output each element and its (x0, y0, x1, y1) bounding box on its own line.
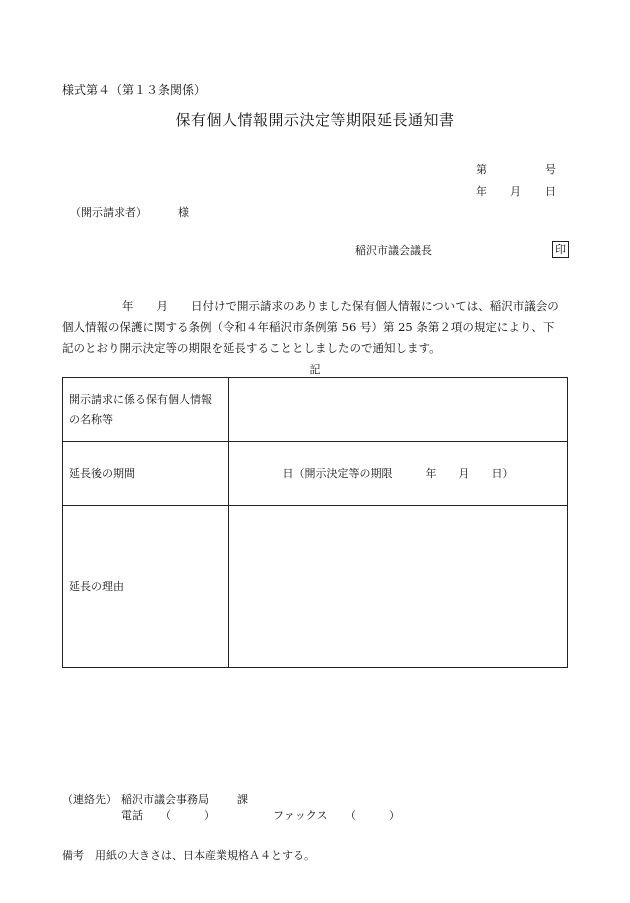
detail-table (62, 377, 568, 668)
extended-period-value: 日（開示決定等の期限 年 月 日） (229, 442, 568, 506)
body-line-1: 年 月 日付けで開示請求のありました保有個人情報については、稲沢市議会の (122, 299, 559, 313)
body-line-3: 記のとおり開示決定等の期限を延長することとしましたので通知します。 (62, 341, 441, 355)
target-info-label-line1: 開示請求に係る保有個人情報 (69, 392, 212, 406)
table-row (63, 378, 568, 442)
doc-number-dai: 第 (476, 163, 487, 176)
phone-label: 電話 (121, 809, 143, 822)
contact-label: （連絡先） (62, 793, 117, 806)
seal-mark: 印 (552, 241, 569, 258)
document-title: 保有個人情報開示決定等期限延長通知書 (175, 111, 455, 129)
phone-value: （ ） (160, 809, 215, 822)
extension-reason-value (229, 506, 568, 668)
fax-value: （ ） (345, 809, 400, 822)
doc-number-go: 号 (545, 163, 556, 176)
form-number: 様式第４（第１３条関係） (62, 83, 207, 97)
extended-period-label: 延長後の期間 (63, 442, 229, 506)
target-info-label (63, 378, 229, 442)
table-row (63, 442, 568, 506)
recipient-honorific: 様 (178, 206, 189, 219)
body-line-2: 個人情報の保護に関する条例（令和４年稲沢市条例第 56 号）第 25 条第２項の規定により、下 (62, 320, 555, 334)
extension-reason-label: 延長の理由 (63, 506, 229, 668)
fax-label: ファックス (273, 809, 328, 822)
recipient-label: （開示請求者） (70, 206, 147, 219)
date-year: 年 (476, 185, 487, 198)
contact-section: 課 (237, 793, 248, 806)
date-month: 月 (510, 185, 521, 198)
sender-name: 稲沢市議会議長 (355, 244, 432, 257)
target-info-value (229, 378, 568, 442)
notice-body (62, 296, 570, 359)
target-info-label-line2: の名称等 (69, 412, 113, 426)
remarks-note: 備考 用紙の大きさは、日本産業規格Ａ４とする。 (62, 849, 315, 862)
contact-office: 稲沢市議会事務局 (121, 793, 209, 806)
table-row (63, 506, 568, 668)
date-day: 日 (545, 185, 556, 198)
ki-heading: 記 (309, 363, 321, 376)
